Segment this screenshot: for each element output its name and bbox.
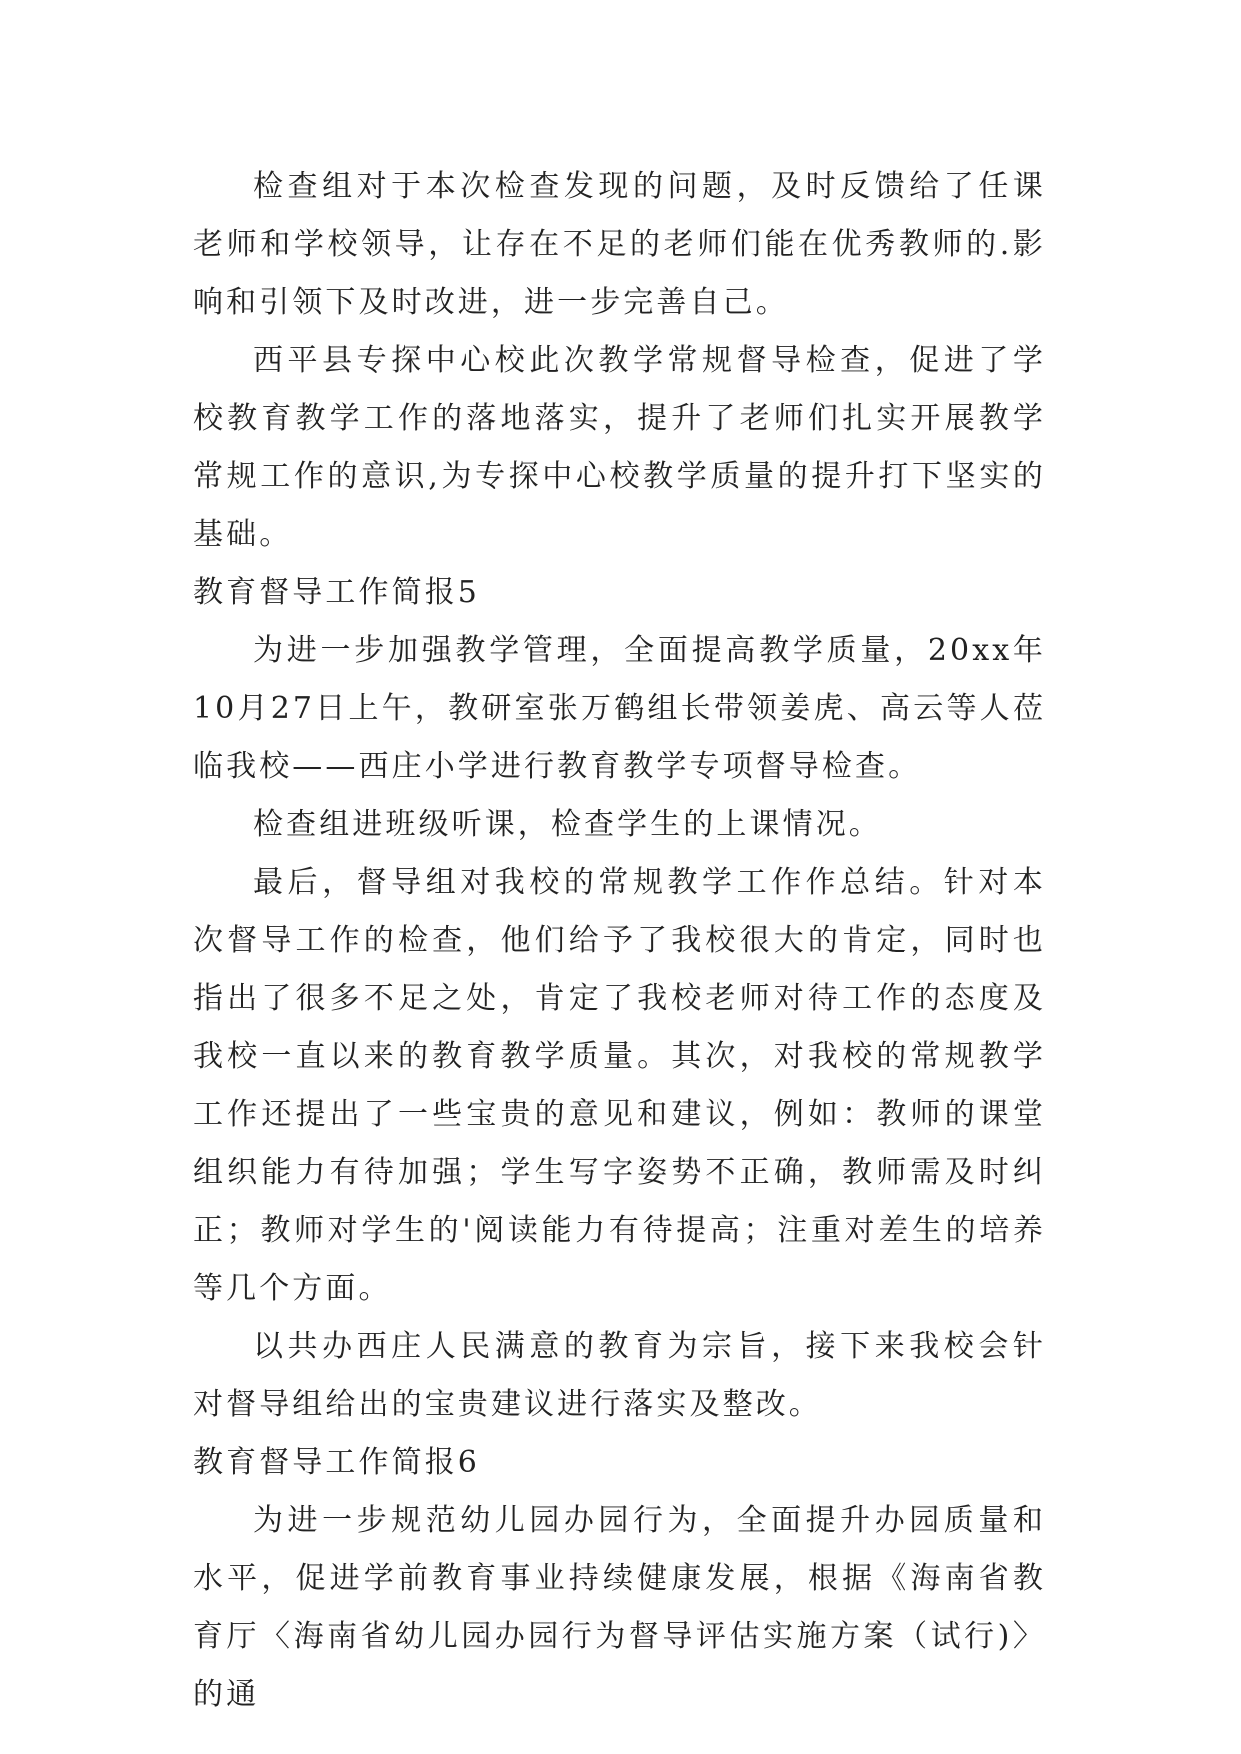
paragraph: 检查组对于本次检查发现的问题，及时反馈给了任课老师和学校领导，让存在不足的老师们能在优秀教师的.影响和引领下及时改进，进一步完善自己。	[193, 169, 1046, 320]
document-body	[193, 158, 1046, 1724]
paragraph: 检查组进班级听课，检查学生的上课情况。	[253, 807, 882, 842]
paragraph: 为进一步加强教学管理，全面提高教学质量，20xx年10月27日上午，教研室张万鹤组长带领姜虎、高云等人莅临我校——西庄小学进行教育教学专项督导检查。	[193, 633, 1046, 784]
paragraph: 以共办西庄人民满意的教育为宗旨，接下来我校会针对督导组给出的宝贵建议进行落实及整改。	[193, 1329, 1046, 1422]
section-heading: 教育督导工作简报5	[193, 575, 480, 610]
paragraph: 西平县专探中心校此次教学常规督导检查，促进了学校教育教学工作的落地落实，提升了老师们扎实开展教学常规工作的意识,为专探中心校教学质量的提升打下坚实的基础。	[193, 343, 1046, 552]
paragraph: 为进一步规范幼儿园办园行为，全面提升办园质量和水平，促进学前教育事业持续健康发展，根据《海南省教育厅〈海南省幼儿园办园行为督导评估实施方案（试行)〉的通	[193, 1503, 1046, 1712]
paragraph: 最后，督导组对我校的常规教学工作作总结。针对本次督导工作的检查，他们给予了我校很大的肯定，同时也指出了很多不足之处，肯定了我校老师对待工作的态度及我校一直以来的教育教学质量。其次，对我校的常规教学工作还提出了一些宝贵的意见和建议，例如：教师的课堂组织能力有待加强；学生写字姿势不正确，教师需及时纠正；教师对学生的'阅读能力有待提高；注重对差生的培养等几个方面。	[193, 865, 1046, 1306]
section-heading: 教育督导工作简报6	[193, 1445, 480, 1480]
